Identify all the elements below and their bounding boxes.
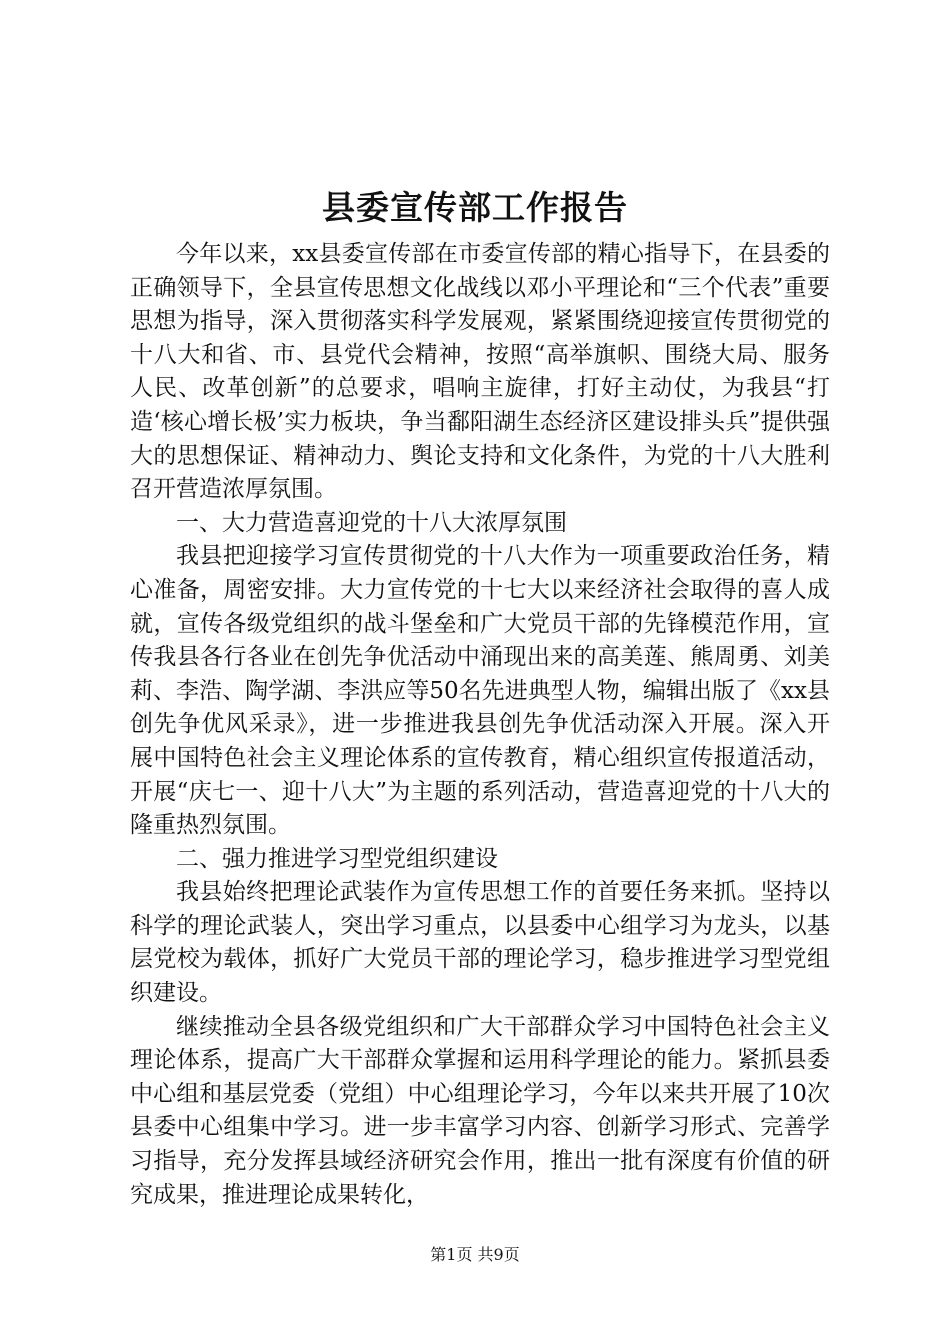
document-title: 县委宣传部工作报告 — [322, 188, 628, 227]
section-heading-1: 一、大力营造喜迎党的十八大浓厚氛围 — [176, 509, 567, 536]
section-heading-2: 二、强力推进学习型党组织建设 — [176, 845, 498, 872]
paragraph-section-2b: 继续推动全县各级党组织和广大干部群众学习中国特色社会主义理论体系，提高广大干部群众掌握和运用科学理论的能力。紧抓县委中心组和基层党委（党组）中心组理论学习，今年以来共开展了10次县委中心组集中学习。进一步丰富学习内容、创新学习形式、完善学习指导，充分发挥县域经济研究会作用，推出一批有深度有价值的研究成果，推进理论成果转化， — [130, 1013, 830, 1208]
page-number: 第1页 共9页 — [430, 1245, 520, 1264]
paragraph-intro: 今年以来，xx县委宣传部在市委宣传部的精心指导下，在县委的正确领导下，全县宣传思想文化战线以邓小平理论和“三个代表”重要思想为指导，深入贯彻落实科学发展观，紧紧围绕迎接宣传贯彻党的十八大和省、市、县党代会精神，按照“高举旗帜、围绕大局、服务人民、改革创新”的总要求，唱响主旋律，打好主动仗，为我县“打造‘核心增长极’实力板块，争当鄱阳湖生态经济区建设排头兵”提供强大的思想保证、精神动力、舆论支持和文化条件，为党的十八大胜利召开营造浓厚氛围。 — [130, 241, 830, 503]
document-body — [130, 238, 830, 1212]
paragraph-section-2a: 我县始终把理论武装作为宣传思想工作的首要任务来抓。坚持以科学的理论武装人，突出学习重点，以县委中心组学习为龙头，以基层党校为载体，抓好广大党员干部的理论学习，稳步推进学习型党组织建设。 — [130, 879, 830, 1007]
paragraph-section-1: 我县把迎接学习宣传贯彻党的十八大作为一项重要政治任务，精心准备，周密安排。大力宣传党的十七大以来经济社会取得的喜人成就，宣传各级党组织的战斗堡垒和广大党员干部的先锋模范作用，宣传我县各行各业在创先争优活动中涌现出来的高美莲、熊周勇、刘美莉、李浩、陶学湖、李洪应等50名先进典型人物，编辑出版了《xx县创先争优风采录》，进一步推进我县创先争优活动深入开展。深入开展中国特色社会主义理论体系的宣传教育，精心组织宣传报道活动，开展“庆七一、迎十八大”为主题的系列活动，营造喜迎党的十八大的隆重热烈氛围。 — [130, 543, 830, 839]
